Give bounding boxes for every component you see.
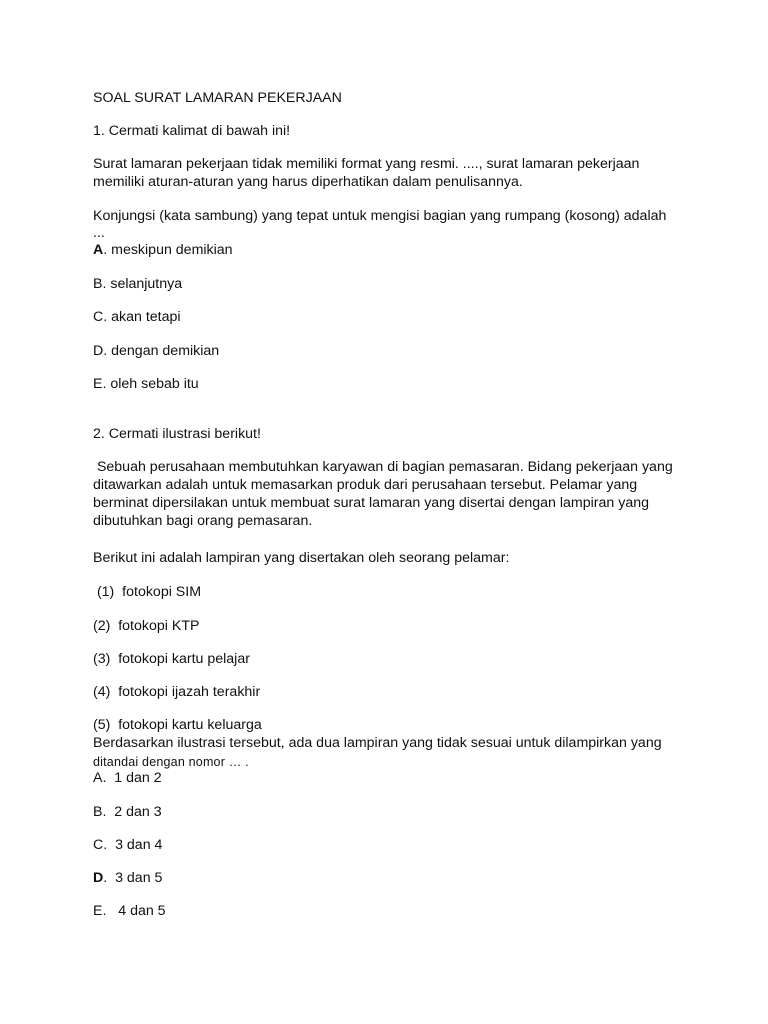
question-1-prompt-line: Konjungsi (kata sambung) yang tepat untuk mengisi bagian yang rumpang (kosong) adalah [93, 208, 667, 224]
option-letter: A [93, 770, 103, 786]
question-2-prompt-line: ditandai dengan nomor … . [93, 755, 249, 769]
question-2-option-e [93, 902, 166, 920]
question-2-prompt-line: Berdasarkan ilustrasi tersebut, ada dua lampiran yang tidak sesuai untuk dilampirkan yang [93, 735, 662, 751]
question-1-option-c [93, 308, 181, 326]
option-letter: D [93, 870, 104, 886]
question-2-option-d [93, 869, 162, 887]
option-text: . dengan demikian [103, 343, 220, 359]
question-2-passage-line: Sebuah perusahaan membutuhkan karyawan di bagian pemasaran. Bidang pekerjaan yang [93, 459, 673, 475]
option-letter: B [93, 804, 103, 820]
option-text: . selanjutnya [102, 276, 183, 292]
question-1-option-e [93, 375, 199, 393]
question-2-passage-line: berminat dipersilakan untuk membuat surat lamaran yang disertai dengan lampiran yang [93, 495, 649, 511]
question-1-option-a [93, 241, 233, 259]
option-letter: E [93, 903, 103, 919]
document-title: SOAL SURAT LAMARAN PEKERJAAN [93, 90, 342, 106]
option-letter: A [93, 242, 104, 258]
question-2-option-c [93, 836, 162, 854]
option-text: . 4 dan 5 [102, 903, 166, 919]
option-letter: C [93, 309, 104, 325]
question-2-option-a [93, 769, 162, 787]
option-text: . 2 dan 3 [102, 804, 162, 820]
question-1-prompt-line: ... [93, 225, 105, 241]
option-letter: C [93, 837, 104, 853]
attachment-item: (1) fotokopi SIM [93, 584, 202, 600]
question-2-passage-line: dibutuhkan bagi orang pemasaran. [93, 513, 313, 529]
attachment-item: (3) fotokopi kartu pelajar [93, 651, 250, 667]
question-2-heading: 2. Cermati ilustrasi berikut! [93, 426, 261, 442]
question-1-heading: 1. Cermati kalimat di bawah ini! [93, 123, 291, 139]
option-text: . akan tetapi [103, 309, 181, 325]
option-text: . 3 dan 5 [103, 870, 163, 886]
option-text: . meskipun demikian [103, 242, 233, 258]
attachment-item: (4) fotokopi ijazah terakhir [93, 684, 261, 700]
question-2-passage-line: ditawarkan adalah untuk memasarkan produk dari perusahaan tersebut. Pelamar yang [93, 477, 638, 493]
option-text: . 1 dan 2 [102, 770, 162, 786]
attachment-item: (2) fotokopi KTP [93, 618, 200, 634]
option-text: . oleh sebab itu [102, 376, 199, 392]
question-1-option-d [93, 342, 219, 360]
question-2-option-b [93, 803, 162, 821]
question-1-option-b [93, 275, 182, 293]
question-2-intro: Berikut ini adalah lampiran yang disertakan oleh seorang pelamar: [93, 550, 510, 566]
question-1-passage-line: Surat lamaran pekerjaan tidak memiliki format yang resmi. ...., surat lamaran pekerjaan [93, 156, 640, 172]
option-text: . 3 dan 4 [103, 837, 163, 853]
option-letter: B [93, 276, 103, 292]
option-letter: E [93, 376, 103, 392]
attachment-item: (5) fotokopi kartu keluarga [93, 717, 262, 733]
question-1-passage-line: memiliki aturan-aturan yang harus diperhatikan dalam penulisannya. [93, 174, 523, 190]
option-letter: D [93, 343, 104, 359]
